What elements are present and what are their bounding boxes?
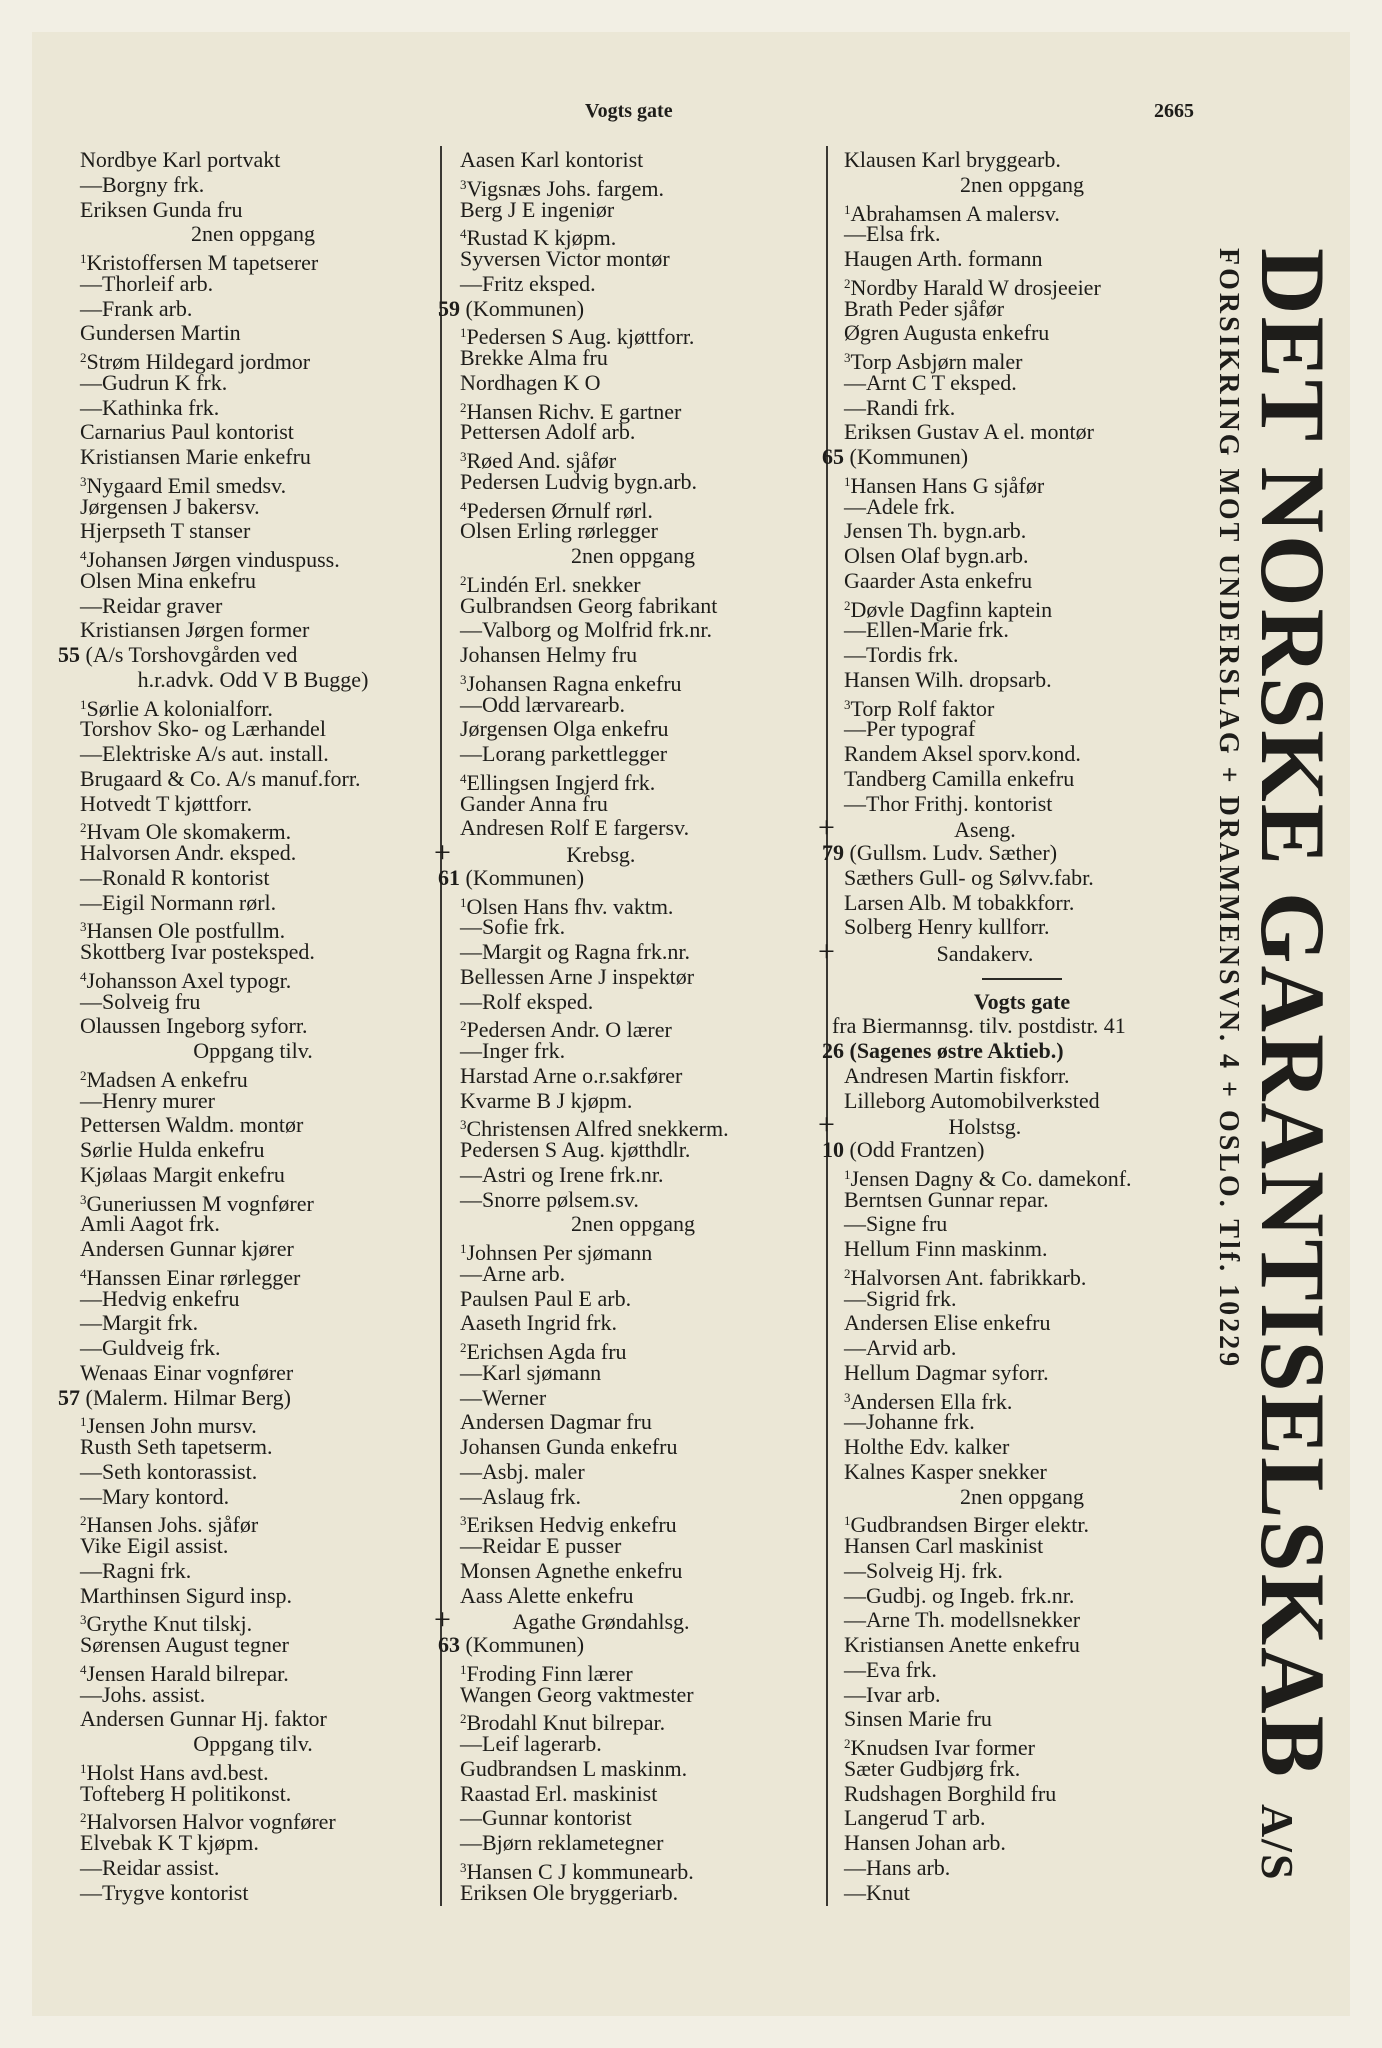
resident-entry: $^2$Brodahl Knut bilrepar.: [460, 1710, 666, 1736]
resident-entry: Pedersen Ludvig bygn.arb.: [460, 468, 698, 494]
floor-number: 3: [80, 1191, 87, 1207]
resident-entry: $^2$Døvle Dagfinn kaptein: [844, 596, 1053, 622]
floor-number: 1: [460, 894, 467, 910]
floor-number: 2: [460, 1018, 467, 1034]
resident-entry: $^3$Eriksen Hedvig enkefru: [460, 1512, 677, 1538]
resident-entry: Tofteberg H politikonst.: [80, 1780, 292, 1806]
resident-entry: Berg J E ingeniør: [460, 196, 615, 222]
floor-number: 3: [80, 473, 87, 489]
resident-entry: —Johanne frk.: [844, 1409, 975, 1435]
resident-entry: $^3$Røed And. sjåfør: [460, 448, 617, 473]
house-number: 57: [58, 1384, 86, 1410]
resident-entry: $^1$Froding Finn lærer: [460, 1660, 633, 1686]
resident-entry: Nordbye Karl portvakt: [80, 147, 281, 172]
resident-entry: —Inger frk.: [460, 1038, 566, 1063]
floor-number: 2: [460, 1711, 467, 1727]
resident-entry: —Hans arb.: [844, 1854, 951, 1880]
resident-entry: $^1$Olsen Hans fhv. vaktm.: [460, 893, 674, 919]
street-header: Vogts gate: [585, 100, 673, 122]
resident-entry: —Odd lærvarearb.: [460, 691, 625, 717]
resident-entry: Nordhagen K O: [460, 369, 601, 395]
resident-entry: $^1$Johnsen Per sjømann: [460, 1240, 653, 1265]
resident-entry: —Thorleif arb.: [80, 270, 214, 296]
resident-entry: Pettersen Adolf arb.: [460, 419, 636, 445]
resident-entry: $^1$Jensen Dagny & Co. damekonf.: [844, 1165, 1132, 1191]
plus-icon: +: [818, 811, 835, 845]
resident-entry: —Asbj. maler: [460, 1458, 585, 1484]
resident-entry: —Kathinka frk.: [80, 394, 220, 420]
resident-entry: —Signe fru: [844, 1211, 948, 1237]
directory-column-3: [818, 147, 1212, 1905]
floor-number: 1: [80, 251, 87, 266]
resident-entry: Jørgensen J bakersv.: [80, 493, 260, 519]
resident-entry: —Gudrun K frk.: [80, 369, 228, 395]
resident-entry: —Astri og Irene frk.nr.: [460, 1161, 664, 1187]
resident-entry: Solberg Henry kullforr.: [844, 914, 1050, 940]
resident-entry: —Tordis frk.: [844, 642, 959, 667]
resident-entry: Berntsen Gunnar repar.: [844, 1186, 1049, 1212]
resident-entry: —Seth kontorassist.: [80, 1458, 258, 1484]
floor-number: 3: [460, 176, 467, 192]
entrance-heading: 2nen oppgang: [570, 1211, 696, 1237]
floor-number: 2: [460, 399, 467, 415]
cross-street-marker: + Aseng.: [818, 811, 1016, 845]
floor-number: 1: [80, 696, 87, 712]
resident-entry: $^2$Halvorsen Halvor vognfører: [80, 1809, 336, 1835]
resident-entry: Johansen Helmy fru: [460, 642, 638, 667]
resident-entry: Kristiansen Jørgen former: [80, 617, 310, 643]
resident-entry: —Elektriske A/s aut. install.: [80, 741, 329, 766]
resident-entry: $^2$Pedersen Andr. O lærer: [460, 1017, 672, 1043]
entrance-heading: h.r.advk. Odd V B Bugge): [137, 666, 369, 692]
resident-entry: Holthe Edv. kalker: [844, 1434, 1010, 1459]
resident-entry: $^2$Knudsen Ivar former: [844, 1735, 1035, 1760]
resident-entry: —Henry murer: [80, 1087, 216, 1113]
directory-column-2: [434, 147, 818, 1905]
page-number: 2665: [1154, 100, 1194, 122]
resident-entry: —Per typograf: [844, 716, 976, 742]
resident-entry: Sinsen Marie fru: [844, 1706, 992, 1732]
resident-entry: Kvarme B J kjøpm.: [460, 1087, 633, 1113]
resident-entry: Sæter Gudbjørg frk.: [844, 1755, 1021, 1781]
resident-entry: —Ronald R kontorist: [80, 864, 270, 890]
resident-entry: Andresen Martin fiskforr.: [844, 1062, 1070, 1088]
resident-entry: Elvebak K T kjøpm.: [80, 1830, 259, 1855]
resident-entry: Johansen Gunda enkefru: [460, 1434, 678, 1459]
resident-entry: —Aslaug frk.: [460, 1483, 581, 1509]
resident-entry: —Solveig fru: [80, 988, 201, 1014]
resident-entry: —Valborg og Molfrid frk.nr.: [460, 617, 712, 643]
resident-entry: $^3$Nygaard Emil smedsv.: [80, 472, 287, 498]
floor-number: 3: [460, 671, 467, 687]
floor-number: 3: [844, 696, 851, 712]
floor-number: 2: [844, 275, 851, 291]
floor-number: 2: [80, 820, 87, 836]
plus-icon: +: [818, 935, 835, 968]
resident-entry: Jørgensen Olga enkefru: [460, 716, 669, 742]
cross-street-marker: + Agathe Grøndahlsg.: [434, 1603, 690, 1637]
resident-entry: —Sigrid frk.: [844, 1285, 957, 1311]
resident-entry: —Adele frk.: [844, 493, 956, 519]
resident-entry: Klausen Karl bryggearb.: [844, 147, 1061, 172]
resident-entry: Hjerpseth T stanser: [80, 518, 251, 544]
resident-entry: $^4$Rustad K kjøpm.: [460, 225, 617, 251]
floor-number: 2: [80, 1810, 87, 1826]
floor-number: 2: [80, 350, 87, 365]
resident-entry: Tandberg Camilla enkefru: [844, 765, 1075, 791]
resident-entry: $^4$Johansson Axel typogr.: [80, 967, 292, 993]
resident-entry: Paulsen Paul E arb.: [460, 1285, 632, 1311]
resident-entry: $^4$Ellingsen Ingjerd frk.: [460, 769, 656, 795]
resident-entry: Gulbrandsen Georg fabrikant: [460, 592, 718, 618]
resident-entry: $^1$Hansen Hans G sjåfør: [844, 472, 1045, 498]
vertical-advertisement: [1210, 248, 1360, 1948]
resident-entry: Hansen Johan arb.: [844, 1830, 1006, 1855]
resident-entry: —Eigil Normann rørl.: [80, 889, 277, 915]
resident-entry: —Elsa frk.: [844, 221, 941, 247]
resident-entry: —Guldveig frk.: [80, 1335, 221, 1360]
entrance-heading: 2nen oppgang: [190, 221, 316, 247]
floor-number: 1: [460, 1241, 467, 1256]
resident-entry: Hellum Finn maskinm.: [844, 1236, 1048, 1261]
resident-entry: —Reidar assist.: [80, 1854, 220, 1880]
building-number-entry: 61 (Kommunen): [438, 864, 585, 890]
resident-entry: Øgren Augusta enkefru: [844, 320, 1050, 346]
resident-entry: Rusth Seth tapetserm.: [80, 1434, 273, 1459]
resident-entry: $^4$Hanssen Einar rørlegger: [80, 1264, 301, 1290]
resident-entry: $^3$Christensen Alfred snekkerm.: [460, 1116, 729, 1142]
resident-entry: —Eva frk.: [844, 1656, 937, 1682]
resident-entry: Andresen Rolf E fargersv.: [460, 815, 690, 841]
house-number: 59: [438, 295, 466, 321]
resident-entry: $^2$Hansen Johs. sjåfør: [80, 1512, 259, 1538]
floor-number: 4: [460, 770, 467, 786]
resident-entry: —Gunnar kontorist: [460, 1805, 632, 1831]
resident-entry: Hellum Dagmar syforr.: [844, 1359, 1049, 1385]
resident-entry: $^3$Torp Asbjørn maler: [844, 349, 1023, 374]
floor-number: 1: [460, 1661, 467, 1677]
resident-entry: Vike Eigil assist.: [80, 1533, 229, 1558]
resident-entry: Kristiansen Anette enkefru: [844, 1632, 1080, 1657]
floor-number: 4: [80, 1265, 87, 1281]
resident-entry: $^3$Andersen Ella frk.: [844, 1388, 1013, 1414]
resident-entry: —Leif lagerarb.: [460, 1731, 602, 1756]
resident-entry: Hotvedt T kjøttforr.: [80, 790, 253, 816]
resident-entry: —Arne Th. modellsnekker: [844, 1607, 1081, 1633]
floor-number: 4: [80, 1661, 87, 1677]
floor-number: 2: [844, 1265, 851, 1281]
entrance-heading: Oppgang tilv.: [193, 1731, 313, 1756]
resident-entry: —Karl sjømann: [460, 1359, 602, 1385]
resident-entry: Torshov Sko- og Lærhandel: [80, 716, 326, 742]
resident-entry: —Randi frk.: [844, 394, 956, 420]
resident-entry: Eriksen Ole bryggeriarb.: [460, 1879, 679, 1905]
resident-entry: —Knut: [844, 1879, 910, 1905]
resident-entry: $^3$Grythe Knut tilskj.: [80, 1611, 253, 1637]
resident-entry: —Hedvig enkefru: [80, 1285, 240, 1311]
resident-entry: $^3$Torp Rolf faktor: [844, 695, 995, 721]
resident-entry: $^4$Johansen Jørgen vinduspuss.: [80, 547, 340, 572]
resident-entry: $^4$Jensen Harald bilrepar.: [80, 1660, 289, 1686]
directory-column-1: [58, 147, 438, 1905]
resident-entry: $^2$Madsen A enkefru: [80, 1066, 248, 1092]
cross-street-marker: + Holstsg.: [818, 1108, 1022, 1142]
building-number-entry: 63 (Kommunen): [438, 1632, 585, 1657]
resident-entry: $^3$Guneriussen M vognfører: [80, 1190, 314, 1216]
resident-entry: Langerud T arb.: [844, 1805, 986, 1831]
resident-entry: —Mary kontord.: [80, 1483, 230, 1509]
resident-entry: Andersen Dagmar fru: [460, 1409, 652, 1435]
house-number: 63: [438, 1632, 466, 1657]
entrance-heading: Vogts gate: [973, 988, 1071, 1014]
resident-entry: Aasen Karl kontorist: [460, 147, 644, 172]
resident-entry: Hansen Wilh. dropsarb.: [844, 666, 1052, 692]
resident-entry: Skottberg Ivar posteksped.: [80, 939, 315, 964]
resident-entry: —Solveig Hj. frk.: [844, 1557, 1003, 1583]
ad-company-name: DET NORSKE GARANTISELSKAB A/S: [1242, 248, 1344, 1882]
resident-entry: —Rolf eksped.: [460, 988, 594, 1014]
floor-number: 2: [80, 1513, 87, 1529]
resident-entry: Olsen Olaf bygn.arb.: [844, 543, 1029, 568]
resident-entry: Larsen Alb. M tobakkforr.: [844, 889, 1075, 915]
resident-entry: Sørlie Hulda enkefru: [80, 1137, 265, 1162]
resident-entry: Wangen Georg vaktmester: [460, 1681, 694, 1707]
section-separator: [832, 965, 1212, 990]
resident-entry: $^4$Pedersen Ørnulf rørl.: [460, 497, 653, 523]
resident-entry: $^1$Pedersen S Aug. kjøttforr.: [460, 324, 695, 350]
resident-entry: Pettersen Waldm. montør: [80, 1112, 304, 1138]
resident-entry: —Reidar E pusser: [460, 1533, 622, 1558]
floor-number: 1: [80, 1414, 87, 1430]
house-number: 61: [438, 864, 466, 890]
floor-number: 1: [844, 201, 851, 217]
resident-entry: Sæthers Gull- og Sølvv.fabr.: [844, 864, 1094, 890]
resident-entry: —Werner: [460, 1384, 547, 1410]
building-number-entry: 65 (Kommunen): [822, 444, 969, 469]
resident-entry: Pedersen S Aug. kjøtthdlr.: [460, 1137, 691, 1162]
entrance-heading: 2nen oppgang: [570, 543, 696, 568]
resident-entry: Kalnes Kasper snekker: [844, 1458, 1047, 1484]
entrance-heading: 2nen oppgang: [959, 1483, 1085, 1509]
resident-entry: —Arne arb.: [460, 1260, 566, 1286]
ad-tagline: FORSIKRING MOT UNDERSLAG + DRAMMENSVN. 4 + OSLO. Tlf. 10229: [1213, 248, 1244, 1370]
resident-entry: $^2$Hvam Ole skomakerm.: [80, 819, 292, 845]
resident-entry: Amli Aagot frk.: [80, 1211, 220, 1237]
resident-entry: Brath Peder sjåfør: [844, 295, 1005, 321]
resident-entry: $^3$Johansen Ragna enkefru: [460, 670, 682, 696]
floor-number: 3: [844, 1389, 851, 1405]
resident-entry: Andersen Gunnar Hj. faktor: [80, 1706, 327, 1732]
resident-entry: $^3$Hansen C J kommunearb.: [460, 1858, 694, 1884]
floor-number: 4: [80, 548, 87, 563]
building-number-entry: 57 (Malerm. Hilmar Berg): [58, 1384, 291, 1410]
resident-entry: $^1$Sørlie A kolonialforr.: [80, 695, 273, 721]
floor-number: 1: [80, 1760, 87, 1776]
resident-entry: fra Biermannsg. tilv. postdistr. 41: [832, 1013, 1126, 1039]
house-number: 10: [822, 1137, 850, 1162]
floor-number: 1: [844, 1166, 851, 1182]
floor-number: 3: [80, 1612, 87, 1628]
house-number: 55: [58, 642, 86, 667]
floor-number: 3: [460, 1859, 467, 1875]
resident-entry: $^2$Nordby Harald W drosjeeier: [844, 274, 1101, 300]
floor-number: 1: [844, 1513, 851, 1529]
resident-entry: —Bjørn reklametegner: [460, 1830, 664, 1855]
resident-entry: Randem Aksel sporv.kond.: [844, 741, 1081, 766]
floor-number: 2: [80, 1067, 87, 1083]
resident-entry: Brugaard & Co. A/s manuf.forr.: [80, 765, 361, 791]
resident-entry: —Fritz eksped.: [460, 270, 596, 296]
floor-number: 4: [460, 226, 467, 242]
floor-number: 2: [460, 572, 467, 588]
resident-entry: Gander Anna fru: [460, 790, 608, 816]
resident-entry: —Ragni frk.: [80, 1557, 192, 1583]
resident-entry: Eriksen Gustav A el. montør: [844, 419, 1094, 445]
resident-entry: $^3$Vigsnæs Johs. fargem.: [460, 175, 664, 201]
resident-entry: Olsen Erling rørlegger: [460, 518, 658, 544]
resident-entry: Gaarder Asta enkefru: [844, 567, 1033, 593]
floor-number: 4: [460, 498, 467, 514]
plus-icon: +: [434, 1603, 451, 1637]
resident-entry: $^2$Erichsen Agda fru: [460, 1339, 627, 1364]
resident-entry: —Thor Frithj. kontorist: [844, 790, 1053, 816]
resident-entry: —Arnt C T eksped.: [844, 369, 1017, 395]
building-number-entry: 59 (Kommunen): [438, 295, 585, 321]
resident-entry: —Borgny frk.: [80, 171, 205, 197]
floor-number: 3: [844, 350, 851, 365]
resident-entry: $^2$Hansen Richv. E gartner: [460, 398, 682, 424]
building-number-entry: 55 (A/s Torshovgården ved: [58, 642, 298, 667]
resident-entry: Eriksen Gunda fru: [80, 196, 243, 222]
resident-entry: Hansen Carl maskinist: [844, 1533, 1044, 1558]
cross-street-marker: + Sandakerv.: [818, 935, 1034, 968]
resident-entry: $^1$Kristoffersen M tapetserer: [80, 250, 319, 275]
resident-entry: Harstad Arne o.r.sakfører: [460, 1062, 683, 1088]
resident-entry: $^1$Gudbrandsen Birger elektr.: [844, 1512, 1089, 1538]
resident-entry: Aass Alette enkefru: [460, 1582, 634, 1608]
house-number: 79: [822, 840, 850, 865]
entrance-heading: 2nen oppgang: [959, 171, 1085, 197]
floor-number: 3: [460, 1513, 467, 1529]
resident-entry: —Gudbj. og Ingeb. frk.nr.: [844, 1582, 1075, 1608]
resident-entry: —Margit og Ragna frk.nr.: [460, 939, 690, 964]
floor-number: 3: [80, 919, 87, 935]
resident-entry: Aaseth Ingrid frk.: [460, 1310, 618, 1336]
resident-entry: Halvorsen Andr. eksped.: [80, 840, 297, 865]
resident-entry: Kjølaas Margit enkefru: [80, 1161, 285, 1187]
resident-entry: Sørensen August tegner: [80, 1632, 289, 1657]
resident-entry: —Ellen-Marie frk.: [844, 617, 1009, 643]
building-number-entry: 79 (Gullsm. Ludv. Sæther): [822, 840, 1058, 865]
building-number-entry: 10 (Odd Frantzen): [822, 1137, 985, 1162]
floor-number: 3: [460, 449, 467, 464]
resident-entry: Rudshagen Borghild fru: [844, 1780, 1057, 1806]
resident-entry: $^1$Abrahamsen A malersv.: [844, 200, 1060, 226]
house-number: 65: [822, 444, 850, 469]
resident-entry: —Lorang parkettlegger: [460, 741, 668, 766]
resident-entry: $^2$Strøm Hildegard jordmor: [80, 349, 311, 374]
resident-entry: —Trygve kontorist: [80, 1879, 249, 1905]
resident-entry: Olsen Mina enkefru: [80, 567, 256, 593]
resident-entry: $^2$Lindén Erl. snekker: [460, 571, 641, 597]
resident-entry: Wenaas Einar vognfører: [80, 1359, 294, 1385]
resident-entry: —Ivar arb.: [844, 1681, 941, 1707]
resident-entry: —Sofie frk.: [460, 914, 566, 940]
resident-entry: Marthinsen Sigurd insp.: [80, 1582, 293, 1608]
resident-entry: Andersen Gunnar kjører: [80, 1236, 294, 1261]
plus-icon: +: [818, 1108, 835, 1142]
resident-entry: —Frank arb.: [80, 295, 193, 321]
floor-number: 3: [460, 1117, 467, 1133]
floor-number: 1: [460, 325, 467, 341]
resident-entry: —Snorre pølsem.sv.: [460, 1186, 639, 1212]
floor-number: 2: [460, 1340, 467, 1355]
resident-entry: Andersen Elise enkefru: [844, 1310, 1051, 1336]
resident-entry: Bellessen Arne J inspektør: [460, 963, 695, 989]
floor-number: 1: [844, 473, 851, 489]
resident-entry: —Johs. assist.: [80, 1681, 206, 1707]
resident-entry: —Arvid arb.: [844, 1335, 957, 1360]
resident-entry: —Margit frk.: [80, 1310, 199, 1336]
resident-entry: Brekke Alma fru: [460, 345, 608, 370]
resident-entry: Jensen Th. bygn.arb.: [844, 518, 1027, 544]
floor-number: 2: [844, 1736, 851, 1751]
resident-entry: Gundersen Martin: [80, 320, 241, 346]
resident-entry: Carnarius Paul kontorist: [80, 419, 294, 445]
resident-entry: Lilleborg Automobilverksted: [844, 1087, 1100, 1113]
resident-entry: Haugen Arth. formann: [844, 246, 1043, 271]
resident-entry: Raastad Erl. maskinist: [460, 1780, 658, 1806]
floor-number: 2: [844, 597, 851, 613]
resident-entry: $^3$Hansen Ole postfullm.: [80, 918, 286, 944]
resident-entry: Monsen Agnethe enkefru: [460, 1557, 683, 1583]
resident-entry: Gudbrandsen L maskinm.: [460, 1755, 688, 1781]
resident-entry: $^1$Jensen John mursv.: [80, 1413, 257, 1439]
plus-icon: +: [434, 836, 451, 869]
resident-entry: $^1$Holst Hans avd.best.: [80, 1759, 269, 1785]
resident-entry: Kristiansen Marie enkefru: [80, 444, 311, 469]
resident-entry: Syversen Victor montør: [460, 246, 670, 271]
resident-entry: —Reidar graver: [80, 592, 223, 618]
building-number-entry: 26 (Sagenes østre Aktieb.): [822, 1038, 1064, 1063]
cross-street-marker: + Krebsg.: [434, 836, 636, 869]
house-number: 26: [822, 1038, 850, 1063]
entrance-heading: Oppgang tilv.: [193, 1038, 313, 1063]
floor-number: 4: [80, 968, 87, 984]
resident-entry: $^2$Halvorsen Ant. fabrikkarb.: [844, 1264, 1087, 1290]
resident-entry: Olaussen Ingeborg syforr.: [80, 1013, 308, 1039]
